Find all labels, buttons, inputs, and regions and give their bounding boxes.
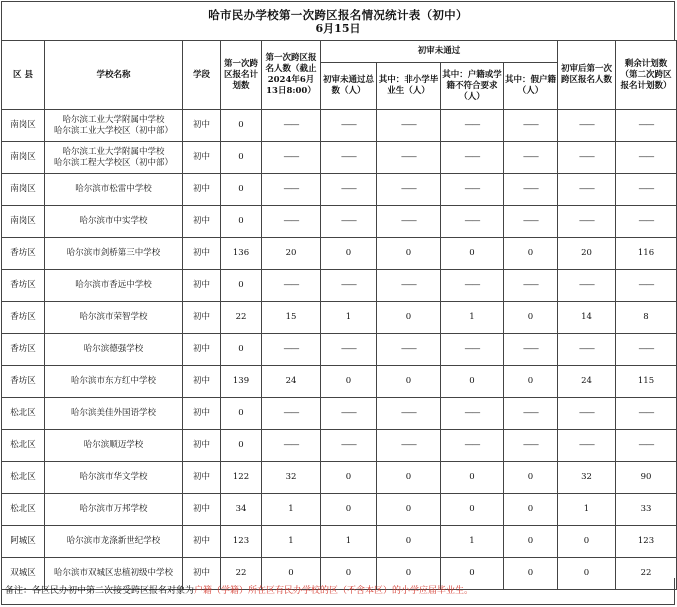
cell-remaining: 33 xyxy=(616,494,677,526)
header-fail-hukou: 其中：户籍或学籍不符合要求（人） xyxy=(441,63,504,110)
cell-fail-fake-hukou: 0 xyxy=(504,558,558,590)
cell-district: 南岗区 xyxy=(2,174,45,206)
school-name-line: 哈尔滨市万邦学校 xyxy=(79,504,148,514)
table-row xyxy=(2,238,677,270)
cell-fail-total: —— xyxy=(321,430,377,462)
cell-first-registration: —— xyxy=(262,398,321,430)
cell-after-review: —— xyxy=(558,206,616,238)
cell-fail-hukou: 1 xyxy=(441,526,504,558)
cell-after-review: —— xyxy=(558,142,616,174)
school-name-line: 哈尔滨市中实学校 xyxy=(79,216,148,226)
school-name-line: 哈尔滨市双城区忠植初级中学校 xyxy=(53,568,173,578)
cell-fail-fake-hukou: 0 xyxy=(504,238,558,270)
school-name-line: 哈尔滨工业大学校区（初中部） xyxy=(53,125,173,136)
cell-remaining: 8 xyxy=(616,302,677,334)
cell-first-registration: —— xyxy=(262,142,321,174)
cell-fail-fake-hukou: —— xyxy=(504,398,558,430)
school-name-line: 哈尔滨工业大学附属中学校 xyxy=(62,146,165,157)
cell-first-plan: 0 xyxy=(221,334,262,366)
cell-level: 初中 xyxy=(183,430,221,462)
school-name-line: 哈尔滨德强学校 xyxy=(83,344,144,354)
cell-first-plan: 139 xyxy=(221,366,262,398)
table-row xyxy=(2,334,677,366)
table-body xyxy=(2,110,677,590)
cell-first-plan: 22 xyxy=(221,302,262,334)
cell-first-registration: —— xyxy=(262,174,321,206)
cell-fail-fake-hukou: —— xyxy=(504,142,558,174)
cell-school-name xyxy=(45,302,183,334)
cell-after-review: 24 xyxy=(558,366,616,398)
cell-fail-non-primary: —— xyxy=(377,430,441,462)
cell-remaining: —— xyxy=(616,206,677,238)
cell-remaining: —— xyxy=(616,430,677,462)
cell-first-plan: 0 xyxy=(221,270,262,302)
header-fail-non-primary: 其中：非小学毕业生（人） xyxy=(377,63,441,110)
cell-after-review: 14 xyxy=(558,302,616,334)
cell-level: 初中 xyxy=(183,462,221,494)
cell-after-review: 32 xyxy=(558,462,616,494)
cell-remaining: 90 xyxy=(616,462,677,494)
cell-first-registration: —— xyxy=(262,430,321,462)
cell-first-registration: —— xyxy=(262,270,321,302)
cell-first-registration: 32 xyxy=(262,462,321,494)
cell-fail-non-primary: —— xyxy=(377,398,441,430)
cell-school-name xyxy=(45,270,183,302)
cell-fail-non-primary: —— xyxy=(377,174,441,206)
cell-remaining: —— xyxy=(616,110,677,142)
cell-fail-non-primary: 0 xyxy=(377,558,441,590)
cell-after-review: —— xyxy=(558,270,616,302)
cell-remaining: 115 xyxy=(616,366,677,398)
title-line-1: 哈市民办学校第一次跨区报名情况统计表（初中） xyxy=(208,8,468,22)
cell-district: 香坊区 xyxy=(2,238,45,270)
cell-fail-fake-hukou: —— xyxy=(504,110,558,142)
cell-level: 初中 xyxy=(183,270,221,302)
table-row xyxy=(2,526,677,558)
cell-level: 初中 xyxy=(183,558,221,590)
cell-after-review: 0 xyxy=(558,558,616,590)
cell-school-name xyxy=(45,174,183,206)
report-title xyxy=(1,1,675,41)
cell-fail-total: —— xyxy=(321,142,377,174)
cell-fail-hukou: —— xyxy=(441,110,504,142)
cell-fail-non-primary: —— xyxy=(377,110,441,142)
title-date: 6月15日 xyxy=(315,22,361,35)
cell-fail-total: —— xyxy=(321,334,377,366)
cell-fail-hukou: 0 xyxy=(441,238,504,270)
cell-fail-fake-hukou: —— xyxy=(504,334,558,366)
cell-first-registration: 20 xyxy=(262,238,321,270)
header-school-name: 学校名称 xyxy=(45,41,183,110)
table-row xyxy=(2,302,677,334)
cell-fail-hukou: —— xyxy=(441,270,504,302)
header-initial-fail-group: 初审未通过 xyxy=(321,41,558,63)
cell-district: 阿城区 xyxy=(2,526,45,558)
cell-remaining: —— xyxy=(616,398,677,430)
cell-first-plan: 0 xyxy=(221,430,262,462)
cell-level: 初中 xyxy=(183,526,221,558)
cell-after-review: —— xyxy=(558,398,616,430)
cell-fail-hukou: 0 xyxy=(441,494,504,526)
cell-remaining: —— xyxy=(616,142,677,174)
school-name-line: 哈尔滨市龙涤新世纪学校 xyxy=(66,536,161,546)
cell-first-registration: 1 xyxy=(262,526,321,558)
cell-first-registration: —— xyxy=(262,110,321,142)
school-name-line: 哈尔滨美佳外国语学校 xyxy=(70,408,156,418)
cell-fail-total: 0 xyxy=(321,238,377,270)
cell-district: 松北区 xyxy=(2,462,45,494)
header-fail-fake-hukou: 其中：假户籍（人） xyxy=(504,63,558,110)
cell-level: 初中 xyxy=(183,174,221,206)
cell-remaining: 22 xyxy=(616,558,677,590)
cell-fail-fake-hukou: 0 xyxy=(504,494,558,526)
cell-first-plan: 136 xyxy=(221,238,262,270)
cell-fail-fake-hukou: 0 xyxy=(504,366,558,398)
cell-fail-total: —— xyxy=(321,270,377,302)
cell-fail-non-primary: —— xyxy=(377,142,441,174)
header-after-review: 初审后第一次跨区报名人数 xyxy=(558,41,616,110)
cell-fail-hukou: 0 xyxy=(441,366,504,398)
cell-first-registration: 15 xyxy=(262,302,321,334)
cell-level: 初中 xyxy=(183,238,221,270)
cell-first-plan: 0 xyxy=(221,110,262,142)
cell-fail-total: 1 xyxy=(321,526,377,558)
cell-fail-non-primary: —— xyxy=(377,270,441,302)
cell-remaining: 123 xyxy=(616,526,677,558)
cell-fail-non-primary: 0 xyxy=(377,302,441,334)
cell-school-name xyxy=(45,526,183,558)
cell-fail-hukou: —— xyxy=(441,398,504,430)
table-row xyxy=(2,110,677,142)
cell-district: 松北区 xyxy=(2,430,45,462)
cell-level: 初中 xyxy=(183,494,221,526)
cell-after-review: 1 xyxy=(558,494,616,526)
footnote-highlight: 户籍（学籍）所在区有民办学校的区（不含本区）的小学应届毕业生。 xyxy=(194,586,474,596)
cell-school-name xyxy=(45,334,183,366)
cell-level: 初中 xyxy=(183,110,221,142)
cell-remaining: 116 xyxy=(616,238,677,270)
cell-fail-non-primary: 0 xyxy=(377,238,441,270)
cell-fail-total: —— xyxy=(321,398,377,430)
header-level: 学段 xyxy=(183,41,221,110)
cell-fail-fake-hukou: 0 xyxy=(504,462,558,494)
header-district: 区 县 xyxy=(2,41,45,110)
table-row xyxy=(2,366,677,398)
cell-after-review: 0 xyxy=(558,526,616,558)
cell-fail-total: —— xyxy=(321,206,377,238)
cell-fail-fake-hukou: —— xyxy=(504,174,558,206)
cell-fail-hukou: —— xyxy=(441,430,504,462)
cell-school-name xyxy=(45,430,183,462)
cell-level: 初中 xyxy=(183,334,221,366)
cell-first-registration: —— xyxy=(262,334,321,366)
school-name-line: 哈尔滨工程大学校区（初中部） xyxy=(53,157,173,168)
cell-first-plan: 0 xyxy=(221,174,262,206)
cell-after-review: —— xyxy=(558,174,616,206)
cell-fail-fake-hukou: 0 xyxy=(504,526,558,558)
cell-fail-total: 0 xyxy=(321,558,377,590)
cell-after-review: 20 xyxy=(558,238,616,270)
cell-fail-non-primary: 0 xyxy=(377,526,441,558)
cell-school-name xyxy=(45,110,183,142)
cell-school-name xyxy=(45,494,183,526)
cell-district: 香坊区 xyxy=(2,302,45,334)
cell-fail-fake-hukou: 0 xyxy=(504,302,558,334)
cell-first-registration: 1 xyxy=(262,494,321,526)
cell-fail-hukou: —— xyxy=(441,174,504,206)
cell-level: 初中 xyxy=(183,398,221,430)
cell-school-name xyxy=(45,142,183,174)
table-row xyxy=(2,270,677,302)
cell-fail-total: 0 xyxy=(321,366,377,398)
cell-fail-hukou: —— xyxy=(441,142,504,174)
cell-fail-total: 0 xyxy=(321,494,377,526)
cell-district: 香坊区 xyxy=(2,270,45,302)
cell-district: 南岗区 xyxy=(2,110,45,142)
cell-district: 南岗区 xyxy=(2,142,45,174)
cell-first-plan: 0 xyxy=(221,142,262,174)
table-row xyxy=(2,174,677,206)
cell-remaining: —— xyxy=(616,270,677,302)
cell-after-review: —— xyxy=(558,110,616,142)
cell-fail-total: —— xyxy=(321,174,377,206)
cell-school-name xyxy=(45,398,183,430)
header-first-registration: 第一次跨区报名人数（截止2024年6月13日8:00） xyxy=(262,41,321,110)
table-row xyxy=(2,398,677,430)
school-name-line: 哈尔滨市东方红中学校 xyxy=(70,376,156,386)
table-row xyxy=(2,430,677,462)
cell-district: 香坊区 xyxy=(2,366,45,398)
cell-first-registration: 0 xyxy=(262,558,321,590)
header-remaining: 剩余计划数（第二次跨区报名计划数） xyxy=(616,41,677,110)
school-name-line: 哈尔滨市华文学校 xyxy=(79,472,148,482)
school-name-line: 哈尔滨工业大学附属中学校 xyxy=(62,114,165,125)
cell-fail-total: 1 xyxy=(321,302,377,334)
table-row xyxy=(2,494,677,526)
cell-district: 松北区 xyxy=(2,494,45,526)
cell-fail-non-primary: —— xyxy=(377,334,441,366)
school-name-line: 哈尔滨市荣智学校 xyxy=(79,312,148,322)
cell-fail-fake-hukou: —— xyxy=(504,206,558,238)
cell-first-plan: 0 xyxy=(221,206,262,238)
cell-fail-hukou: —— xyxy=(441,334,504,366)
cell-school-name xyxy=(45,206,183,238)
school-name-line: 哈尔滨市香远中学校 xyxy=(75,280,152,290)
cell-fail-fake-hukou: —— xyxy=(504,430,558,462)
cell-level: 初中 xyxy=(183,206,221,238)
table-row xyxy=(2,462,677,494)
footnote-prefix: 备注：各区民办初中第二次接受跨区报名对象为 xyxy=(5,586,195,596)
cell-level: 初中 xyxy=(183,302,221,334)
cell-fail-hukou: 0 xyxy=(441,558,504,590)
cell-first-registration: 24 xyxy=(262,366,321,398)
header-fail-total: 初审未通过总数（人） xyxy=(321,63,377,110)
table-row xyxy=(2,142,677,174)
cell-fail-non-primary: —— xyxy=(377,206,441,238)
school-name-line: 哈尔滨市松雷中学校 xyxy=(75,184,152,194)
cell-first-registration: —— xyxy=(262,206,321,238)
cell-school-name xyxy=(45,238,183,270)
cell-fail-non-primary: 0 xyxy=(377,462,441,494)
cell-first-plan: 123 xyxy=(221,526,262,558)
cell-first-plan: 0 xyxy=(221,398,262,430)
school-name-line: 哈尔滨市剑桥第三中学校 xyxy=(66,248,161,258)
cell-district: 香坊区 xyxy=(2,334,45,366)
cell-level: 初中 xyxy=(183,366,221,398)
cell-after-review: —— xyxy=(558,334,616,366)
cell-remaining: —— xyxy=(616,334,677,366)
school-name-line: 哈尔滨顺迈学校 xyxy=(83,440,144,450)
cell-fail-hukou: 1 xyxy=(441,302,504,334)
cell-district: 双城区 xyxy=(2,558,45,590)
cell-district: 南岗区 xyxy=(2,206,45,238)
cell-first-plan: 22 xyxy=(221,558,262,590)
cell-remaining: —— xyxy=(616,174,677,206)
cell-fail-total: 0 xyxy=(321,462,377,494)
table-row xyxy=(2,206,677,238)
cell-school-name xyxy=(45,366,183,398)
cell-fail-hukou: 0 xyxy=(441,462,504,494)
cell-fail-total: —— xyxy=(321,110,377,142)
statistics-table xyxy=(1,40,677,590)
header-first-plan: 第一次跨区报名计划数 xyxy=(221,41,262,110)
cell-fail-hukou: —— xyxy=(441,206,504,238)
cell-after-review: —— xyxy=(558,430,616,462)
cell-level: 初中 xyxy=(183,142,221,174)
cell-fail-non-primary: 0 xyxy=(377,366,441,398)
cell-district: 松北区 xyxy=(2,398,45,430)
cell-first-plan: 34 xyxy=(221,494,262,526)
cell-first-plan: 122 xyxy=(221,462,262,494)
cell-school-name xyxy=(45,462,183,494)
footnote xyxy=(1,578,675,605)
cell-fail-non-primary: 0 xyxy=(377,494,441,526)
cell-fail-fake-hukou: —— xyxy=(504,270,558,302)
